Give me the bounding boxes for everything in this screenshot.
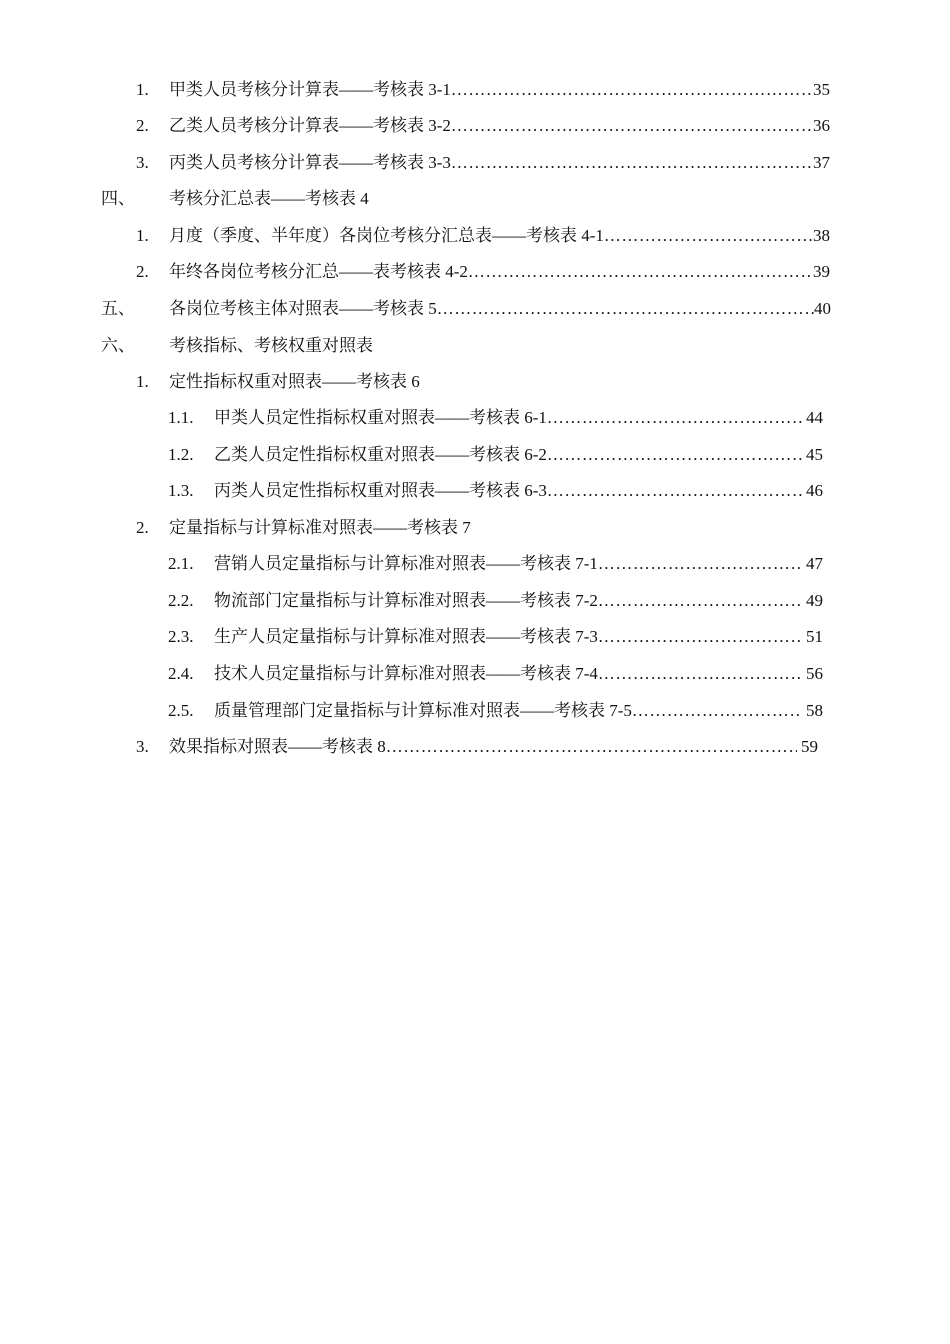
toc-leader-dots bbox=[437, 297, 814, 321]
toc-entry[interactable] bbox=[168, 625, 823, 649]
toc-entry-title: 质量管理部门定量指标与计算标准对照表——考核表 7-5 bbox=[214, 701, 632, 720]
toc-leader-dots bbox=[547, 406, 802, 430]
toc-entry-number: 2.1. bbox=[168, 554, 194, 573]
toc-entry-title: 甲类人员考核分计算表——考核表 3-1 bbox=[169, 80, 451, 99]
toc-entry-page: 40 bbox=[814, 299, 831, 318]
toc-leader-dots bbox=[598, 625, 802, 649]
toc-entry[interactable] bbox=[168, 479, 823, 503]
toc-leader-dots bbox=[604, 224, 813, 248]
toc-entry-number: 1.1. bbox=[168, 408, 194, 427]
toc-entry-page: 51 bbox=[806, 627, 823, 646]
toc-entry-title: 效果指标对照表——考核表 8 bbox=[169, 737, 386, 756]
toc-entry-title: 考核指标、考核权重对照表 bbox=[169, 336, 373, 355]
toc-entry-title: 生产人员定量指标与计算标准对照表——考核表 7-3 bbox=[214, 627, 598, 646]
toc-entry-number: 2. bbox=[136, 116, 149, 135]
toc-entry-title: 定性指标权重对照表——考核表 6 bbox=[169, 372, 420, 391]
toc-entry-title: 丙类人员定性指标权重对照表——考核表 6-3 bbox=[214, 481, 547, 500]
toc-entry-number: 2.5. bbox=[168, 701, 194, 720]
toc-entry-number: 六、 bbox=[101, 336, 135, 355]
toc-entry-title: 营销人员定量指标与计算标准对照表——考核表 7-1 bbox=[214, 554, 598, 573]
toc-entry[interactable] bbox=[136, 224, 830, 248]
toc-entry-number: 1. bbox=[136, 372, 149, 391]
toc-entry-title: 各岗位考核主体对照表——考核表 5 bbox=[169, 299, 437, 318]
toc-entry-page: 58 bbox=[806, 701, 823, 720]
toc-leader-dots bbox=[468, 260, 813, 284]
toc-entry-title: 乙类人员考核分计算表——考核表 3-2 bbox=[169, 116, 451, 135]
toc-entry-number: 3. bbox=[136, 153, 149, 172]
toc-entry-page: 46 bbox=[806, 481, 823, 500]
toc-entry-number: 1. bbox=[136, 226, 149, 245]
toc-subsection-heading[interactable] bbox=[136, 516, 471, 540]
toc-entry-number: 2.4. bbox=[168, 664, 194, 683]
toc-entry-number: 1.2. bbox=[168, 445, 194, 464]
toc-entry-title: 甲类人员定性指标权重对照表——考核表 6-1 bbox=[214, 408, 547, 427]
toc-leader-dots bbox=[598, 589, 802, 613]
toc-subsection-heading[interactable] bbox=[136, 370, 420, 394]
toc-leader-dots bbox=[547, 479, 802, 503]
toc-entry[interactable] bbox=[168, 662, 823, 686]
toc-entry[interactable] bbox=[168, 406, 823, 430]
toc-entry[interactable] bbox=[168, 552, 823, 576]
toc-entry[interactable] bbox=[136, 735, 818, 759]
toc-entry-number: 2. bbox=[136, 518, 149, 537]
toc-leader-dots bbox=[451, 151, 813, 175]
toc-section-heading[interactable] bbox=[101, 334, 373, 358]
toc-entry[interactable] bbox=[168, 699, 823, 723]
toc-entry-number: 1. bbox=[136, 80, 149, 99]
toc-entry-page: 47 bbox=[806, 554, 823, 573]
toc-leader-dots bbox=[451, 78, 813, 102]
toc-entry-page: 44 bbox=[806, 408, 823, 427]
toc-entry-page: 35 bbox=[813, 80, 830, 99]
toc-leader-dots bbox=[598, 662, 802, 686]
toc-entry-number: 1.3. bbox=[168, 481, 194, 500]
toc-entry-page: 45 bbox=[806, 445, 823, 464]
toc-entry[interactable] bbox=[136, 114, 830, 138]
toc-section-heading[interactable] bbox=[101, 187, 369, 211]
toc-leader-dots bbox=[632, 699, 802, 723]
toc-entry-title: 考核分汇总表——考核表 4 bbox=[169, 189, 369, 208]
toc-entry-page: 37 bbox=[813, 153, 830, 172]
toc-entry-number: 2. bbox=[136, 262, 149, 281]
toc-entry-number: 四、 bbox=[101, 189, 135, 208]
toc-leader-dots bbox=[547, 443, 802, 467]
toc-entry[interactable] bbox=[136, 151, 830, 175]
toc-entry-title: 丙类人员考核分计算表——考核表 3-3 bbox=[169, 153, 451, 172]
toc-entry-number: 五、 bbox=[101, 299, 135, 318]
toc-entry[interactable] bbox=[101, 297, 831, 321]
toc-entry[interactable] bbox=[136, 78, 830, 102]
toc-entry-number: 3. bbox=[136, 737, 149, 756]
toc-entry-page: 56 bbox=[806, 664, 823, 683]
toc-entry[interactable] bbox=[168, 589, 823, 613]
toc-leader-dots bbox=[598, 552, 802, 576]
toc-entry-page: 36 bbox=[813, 116, 830, 135]
toc-entry-title: 技术人员定量指标与计算标准对照表——考核表 7-4 bbox=[214, 664, 598, 683]
toc-entry-page: 39 bbox=[813, 262, 830, 281]
toc-leader-dots bbox=[386, 735, 797, 759]
toc-entry-number: 2.3. bbox=[168, 627, 194, 646]
toc-leader-dots bbox=[451, 114, 813, 138]
toc-entry-page: 38 bbox=[813, 226, 830, 245]
toc-entry[interactable] bbox=[136, 260, 830, 284]
toc-entry-page: 49 bbox=[806, 591, 823, 610]
toc-entry[interactable] bbox=[168, 443, 823, 467]
toc-entry-title: 月度（季度、半年度）各岗位考核分汇总表——考核表 4-1 bbox=[169, 226, 604, 245]
toc-entry-title: 物流部门定量指标与计算标准对照表——考核表 7-2 bbox=[214, 591, 598, 610]
toc-entry-title: 年终各岗位考核分汇总——表考核表 4-2 bbox=[169, 262, 468, 281]
toc-entry-title: 乙类人员定性指标权重对照表——考核表 6-2 bbox=[214, 445, 547, 464]
toc-entry-number: 2.2. bbox=[168, 591, 194, 610]
toc-entry-title: 定量指标与计算标准对照表——考核表 7 bbox=[169, 518, 471, 537]
toc-entry-page: 59 bbox=[801, 737, 818, 756]
